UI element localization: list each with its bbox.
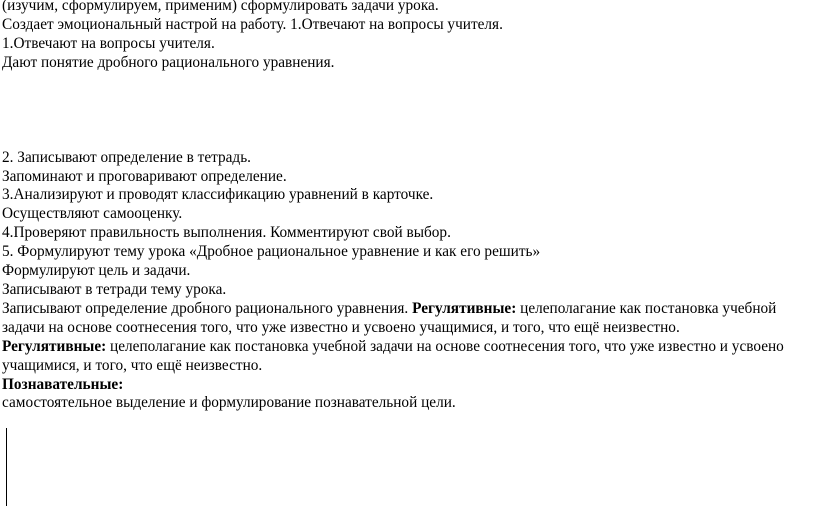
text-line: 1.Отвечают на вопросы учителя.	[2, 34, 215, 52]
text-line: Записывают в тетради тему урока.	[2, 280, 227, 298]
table-border-line	[6, 428, 7, 506]
paragraph-regulative-2	[2, 338, 812, 376]
text-segment: Записывают определение дробного рационального уравнения.	[2, 299, 409, 317]
text-line: самостоятельное выделение и формулирование познавательной цели.	[2, 394, 456, 412]
text-line	[2, 16, 812, 35]
text-segment: 1.Отвечают на вопросы учителя.	[286, 15, 503, 33]
text-line: Запоминают и проговаривают определение.	[2, 167, 287, 185]
blank-space	[2, 73, 812, 149]
text-line: 2. Записывают определение в тетрадь.	[2, 148, 251, 166]
text-line: Осуществляют самооценку.	[2, 205, 183, 223]
text-line: (изучим, сформулируем, применим) сформулировать задачи урока.	[2, 0, 439, 14]
bold-heading: Познавательные:	[2, 375, 124, 393]
paragraph-regulative-1	[2, 300, 812, 338]
text-line: 3.Анализируют и проводят классификацию уравнений в карточке.	[2, 186, 434, 204]
bold-label: Регулятивные:	[408, 299, 517, 317]
bold-label: Регулятивные:	[2, 337, 107, 355]
text-segment: Создает эмоциональный настрой на работу.	[2, 15, 287, 33]
text-line: 5. Формулируют тему урока «Дробное рациональное уравнение и как его решить»	[2, 243, 541, 261]
text-line: 4.Проверяют правильность выполнения. Комментируют свой выбор.	[2, 224, 451, 242]
text-segment: целеполагание как постановка учебной задачи на основе соотнесения того, что уже известно и усвоено учащимися, и того, что ещё неизвестно.	[2, 337, 784, 374]
symbol-line	[2, 413, 812, 431]
text-line: Формулируют цель и задачи.	[2, 262, 191, 280]
document-body	[2, 0, 812, 431]
text-line: Дают понятие дробного рационального уравнения.	[2, 53, 335, 71]
text-segment: целеполагание как постановка учебной задачи на основе соотнесения того, что уже известно и усвоено учащимися, и того, что ещё неизвестно.	[2, 299, 777, 336]
